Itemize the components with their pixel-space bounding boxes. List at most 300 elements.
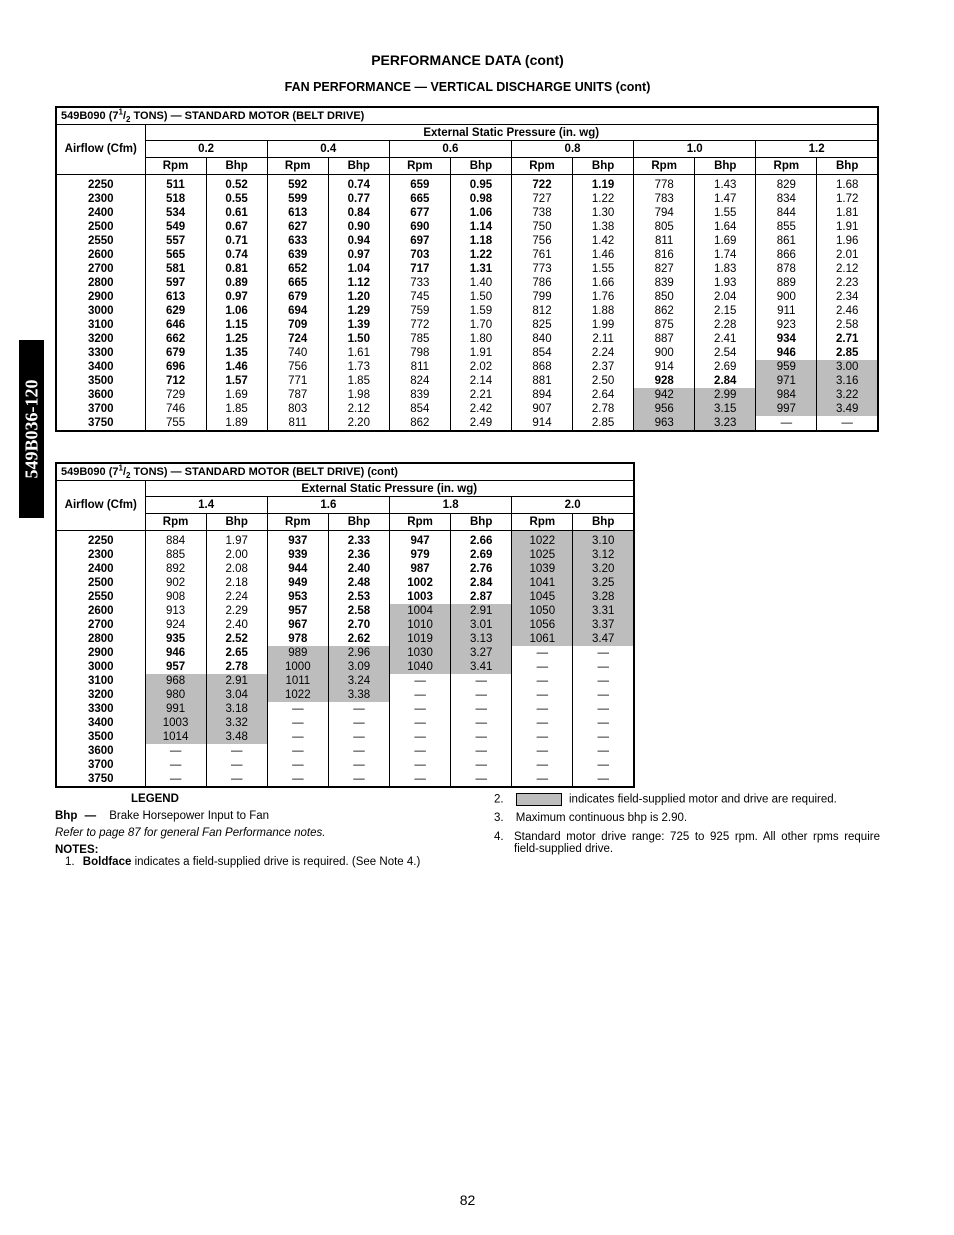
bhp-cell: — xyxy=(328,716,389,730)
rpm-cell: 639 xyxy=(267,248,328,262)
bhp-header: Bhp xyxy=(206,158,267,175)
legend-bhp-definition: Brake Horsepower Input to Fan xyxy=(109,810,270,822)
rpm-cell: 756 xyxy=(267,360,328,374)
airflow-cell: 2700 xyxy=(87,619,114,631)
rpm-cell: 907 xyxy=(511,402,572,416)
airflow-header: Airflow (Cfm) xyxy=(56,125,145,175)
bhp-cell: 2.12 xyxy=(328,402,389,416)
airflow-cell: 2500 xyxy=(87,577,114,589)
airflow-cell: 3500 xyxy=(87,731,114,743)
rpm-cell: 662 xyxy=(145,332,206,346)
bhp-cell: 2.36 xyxy=(328,548,389,562)
bhp-cell: 3.15 xyxy=(695,402,756,416)
bhp-cell: 3.09 xyxy=(328,660,389,674)
legend-bhp-row xyxy=(55,810,269,822)
rpm-cell: 889 xyxy=(756,276,817,290)
bhp-cell: 1.20 xyxy=(328,290,389,304)
rpm-cell: 839 xyxy=(389,388,450,402)
note-1-number: 1. xyxy=(65,856,75,868)
rpm-cell: 947 xyxy=(390,531,451,549)
bhp-cell: — xyxy=(328,744,389,758)
bhp-cell: 0.95 xyxy=(450,175,511,193)
airflow-cell: 2800 xyxy=(87,277,114,289)
bhp-cell: 0.74 xyxy=(206,248,267,262)
rpm-cell: 957 xyxy=(267,604,328,618)
bhp-cell: 1.22 xyxy=(573,192,634,206)
pressure-header: 1.0 xyxy=(634,141,756,158)
rpm-cell: 939 xyxy=(267,548,328,562)
rpm-cell: 991 xyxy=(145,702,206,716)
bhp-cell: — xyxy=(451,758,512,772)
bhp-cell: — xyxy=(451,702,512,716)
bhp-cell: 1.70 xyxy=(450,318,511,332)
bhp-cell: 2.84 xyxy=(695,374,756,388)
rpm-cell: 759 xyxy=(389,304,450,318)
bhp-cell: — xyxy=(573,744,634,758)
rpm-cell: 935 xyxy=(145,632,206,646)
bhp-cell: 1.68 xyxy=(817,175,878,193)
bhp-cell: 0.52 xyxy=(206,175,267,193)
bhp-cell: 2.14 xyxy=(450,374,511,388)
table-row xyxy=(56,548,634,562)
airflow-cell: 3500 xyxy=(87,375,114,387)
bhp-cell: 1.15 xyxy=(206,318,267,332)
table-row xyxy=(56,618,634,632)
rpm-cell: 949 xyxy=(267,576,328,590)
table-row xyxy=(56,702,634,716)
rpm-cell: 811 xyxy=(267,416,328,431)
rpm-cell: 944 xyxy=(267,562,328,576)
bhp-cell: 1.99 xyxy=(573,318,634,332)
rpm-cell: — xyxy=(145,772,206,787)
note-4-text: Standard motor drive range: 725 to 925 rpm. All other rpms require field-supplied drive. xyxy=(514,831,880,855)
bhp-cell: 1.38 xyxy=(573,220,634,234)
rpm-cell: 854 xyxy=(389,402,450,416)
bhp-cell: 1.06 xyxy=(206,304,267,318)
caption-prefix: 549B090 (7 xyxy=(61,466,119,478)
rpm-cell: 1003 xyxy=(390,590,451,604)
bhp-cell: — xyxy=(573,646,634,660)
rpm-cell: 829 xyxy=(756,175,817,193)
bhp-cell: 3.12 xyxy=(573,548,634,562)
bhp-cell: 0.97 xyxy=(328,248,389,262)
rpm-cell: 850 xyxy=(634,290,695,304)
bhp-cell: 2.12 xyxy=(817,262,878,276)
bhp-cell: 2.04 xyxy=(695,290,756,304)
table-row xyxy=(56,318,878,332)
rpm-cell: — xyxy=(390,744,451,758)
table-row xyxy=(56,576,634,590)
table-row xyxy=(56,772,634,787)
rpm-cell: 967 xyxy=(267,618,328,632)
rpm-cell: — xyxy=(390,730,451,744)
bhp-cell: 3.49 xyxy=(817,402,878,416)
bhp-cell: 0.89 xyxy=(206,276,267,290)
bhp-cell: 0.84 xyxy=(328,206,389,220)
bhp-cell: 3.01 xyxy=(451,618,512,632)
rpm-cell: 875 xyxy=(634,318,695,332)
bhp-cell: 2.65 xyxy=(206,646,267,660)
airflow-cell: 2250 xyxy=(87,535,114,547)
bhp-cell: 2.34 xyxy=(817,290,878,304)
rpm-cell: — xyxy=(512,660,573,674)
rpm-cell: 997 xyxy=(756,402,817,416)
pressure-header: 1.2 xyxy=(756,141,878,158)
rpm-cell: 581 xyxy=(145,262,206,276)
rpm-cell: — xyxy=(390,688,451,702)
bhp-cell: 0.94 xyxy=(328,234,389,248)
rpm-cell: 1010 xyxy=(390,618,451,632)
bhp-cell: 2.20 xyxy=(328,416,389,431)
bhp-cell: 2.52 xyxy=(206,632,267,646)
rpm-header: Rpm xyxy=(389,158,450,175)
rpm-cell: 887 xyxy=(634,332,695,346)
bhp-cell: 2.24 xyxy=(573,346,634,360)
rpm-cell: 798 xyxy=(389,346,450,360)
bhp-cell: 0.55 xyxy=(206,192,267,206)
esp-header: External Static Pressure (in. wg) xyxy=(145,125,878,141)
bhp-cell: 2.96 xyxy=(328,646,389,660)
rpm-cell: 805 xyxy=(634,220,695,234)
rpm-cell: — xyxy=(267,758,328,772)
table-row xyxy=(56,744,634,758)
bhp-cell: 2.21 xyxy=(450,388,511,402)
table-row xyxy=(56,332,878,346)
rpm-cell: 709 xyxy=(267,318,328,332)
bhp-header: Bhp xyxy=(573,158,634,175)
rpm-cell: 756 xyxy=(511,234,572,248)
rpm-cell: 839 xyxy=(634,276,695,290)
rpm-cell: 665 xyxy=(267,276,328,290)
bhp-cell: 3.20 xyxy=(573,562,634,576)
rpm-cell: 811 xyxy=(634,234,695,248)
pressure-header: 1.4 xyxy=(145,497,267,514)
airflow-cell: 3700 xyxy=(87,403,114,415)
bhp-cell: 0.97 xyxy=(206,290,267,304)
rpm-cell: 913 xyxy=(145,604,206,618)
rpm-cell: 694 xyxy=(267,304,328,318)
rpm-cell: — xyxy=(390,772,451,787)
bhp-cell: 1.39 xyxy=(328,318,389,332)
bhp-cell: 1.50 xyxy=(328,332,389,346)
rpm-cell: 557 xyxy=(145,234,206,248)
rpm-cell: 812 xyxy=(511,304,572,318)
rpm-cell: 1061 xyxy=(512,632,573,646)
airflow-cell: 3300 xyxy=(87,703,114,715)
rpm-cell: — xyxy=(145,758,206,772)
table-row xyxy=(56,374,878,388)
bhp-cell: — xyxy=(328,772,389,787)
table-row xyxy=(56,646,634,660)
rpm-cell: — xyxy=(512,758,573,772)
bhp-cell: 2.50 xyxy=(573,374,634,388)
bhp-cell: 1.98 xyxy=(328,388,389,402)
rpm-cell: 745 xyxy=(389,290,450,304)
table-row xyxy=(56,304,878,318)
bhp-cell: 2.15 xyxy=(695,304,756,318)
pressure-header: 0.6 xyxy=(389,141,511,158)
table-row xyxy=(56,346,878,360)
bhp-cell: 3.24 xyxy=(328,674,389,688)
bhp-cell: 3.28 xyxy=(573,590,634,604)
rpm-cell: 724 xyxy=(267,332,328,346)
page-title: PERFORMANCE DATA (cont) xyxy=(371,52,564,68)
table-row xyxy=(56,590,634,604)
bhp-cell: 3.41 xyxy=(451,660,512,674)
caption-fraction-numerator: 1 xyxy=(118,107,123,117)
airflow-cell: 3300 xyxy=(87,347,114,359)
caption-fraction-denominator: 2 xyxy=(126,471,131,481)
rpm-cell: 844 xyxy=(756,206,817,220)
bhp-cell: 2.85 xyxy=(573,416,634,431)
bhp-cell: 2.69 xyxy=(695,360,756,374)
esp-header: External Static Pressure (in. wg) xyxy=(145,481,634,497)
rpm-cell: — xyxy=(512,674,573,688)
rpm-cell: 861 xyxy=(756,234,817,248)
bhp-cell: 0.98 xyxy=(450,192,511,206)
table-row xyxy=(56,531,634,549)
bhp-cell: 3.00 xyxy=(817,360,878,374)
table-row xyxy=(56,688,634,702)
bhp-cell: 1.55 xyxy=(573,262,634,276)
rpm-cell: 750 xyxy=(511,220,572,234)
bhp-cell: 0.74 xyxy=(328,175,389,193)
bhp-cell: — xyxy=(206,772,267,787)
bhp-header: Bhp xyxy=(328,514,389,531)
rpm-cell: 1019 xyxy=(390,632,451,646)
bhp-cell: 0.67 xyxy=(206,220,267,234)
bhp-cell: — xyxy=(206,744,267,758)
bhp-cell: 1.18 xyxy=(450,234,511,248)
legend-bhp-dash: — xyxy=(84,810,97,822)
rpm-cell: 771 xyxy=(267,374,328,388)
bhp-cell: 2.87 xyxy=(451,590,512,604)
airflow-cell: 2300 xyxy=(87,193,114,205)
rpm-cell: 911 xyxy=(756,304,817,318)
rpm-cell: 824 xyxy=(389,374,450,388)
table-row xyxy=(56,632,634,646)
bhp-cell: 1.46 xyxy=(206,360,267,374)
bhp-cell: — xyxy=(573,674,634,688)
airflow-cell: 2250 xyxy=(87,179,114,191)
bhp-cell: 2.71 xyxy=(817,332,878,346)
rpm-cell: 679 xyxy=(267,290,328,304)
rpm-cell: 592 xyxy=(267,175,328,193)
rpm-cell: — xyxy=(267,730,328,744)
airflow-cell: 3200 xyxy=(87,333,114,345)
bhp-cell: 2.78 xyxy=(573,402,634,416)
rpm-cell: 659 xyxy=(389,175,450,193)
table-row xyxy=(56,604,634,618)
bhp-cell: 3.22 xyxy=(817,388,878,402)
bhp-cell: 1.66 xyxy=(573,276,634,290)
bhp-cell: 1.55 xyxy=(695,206,756,220)
rpm-cell: 971 xyxy=(756,374,817,388)
rpm-cell: 987 xyxy=(390,562,451,576)
bhp-cell: 1.31 xyxy=(450,262,511,276)
bhp-cell: 2.42 xyxy=(450,402,511,416)
note-4 xyxy=(494,831,880,855)
rpm-cell: — xyxy=(390,674,451,688)
rpm-cell: 1000 xyxy=(267,660,328,674)
bhp-cell: 1.42 xyxy=(573,234,634,248)
bhp-cell: 3.25 xyxy=(573,576,634,590)
bhp-cell: 2.58 xyxy=(328,604,389,618)
airflow-cell: 2600 xyxy=(87,605,114,617)
bhp-cell: 1.12 xyxy=(328,276,389,290)
rpm-cell: — xyxy=(512,702,573,716)
pressure-header: 0.2 xyxy=(145,141,267,158)
table-row xyxy=(56,360,878,374)
bhp-cell: 2.08 xyxy=(206,562,267,576)
page-number: 82 xyxy=(459,1192,476,1208)
bhp-cell: 1.69 xyxy=(206,388,267,402)
bhp-cell: 1.04 xyxy=(328,262,389,276)
bhp-cell: 1.35 xyxy=(206,346,267,360)
bhp-cell: — xyxy=(573,702,634,716)
table-row xyxy=(56,262,878,276)
pressure-header: 2.0 xyxy=(512,497,634,514)
rpm-cell: 1056 xyxy=(512,618,573,632)
rpm-cell: — xyxy=(512,744,573,758)
bhp-cell: 1.29 xyxy=(328,304,389,318)
rpm-cell: — xyxy=(512,688,573,702)
table-row xyxy=(56,290,878,304)
rpm-cell: 942 xyxy=(634,388,695,402)
bhp-cell: 2.66 xyxy=(451,531,512,549)
table-row xyxy=(56,388,878,402)
bhp-cell: 2.02 xyxy=(450,360,511,374)
side-tab xyxy=(19,340,44,518)
rpm-cell: 959 xyxy=(756,360,817,374)
rpm-cell: 884 xyxy=(145,531,206,549)
rpm-cell: 894 xyxy=(511,388,572,402)
bhp-cell: 1.43 xyxy=(695,175,756,193)
rpm-cell: 549 xyxy=(145,220,206,234)
airflow-cell: 3750 xyxy=(87,417,114,429)
rpm-cell: 665 xyxy=(389,192,450,206)
rpm-cell: 866 xyxy=(756,248,817,262)
bhp-cell: 1.06 xyxy=(450,206,511,220)
rpm-cell: 679 xyxy=(145,346,206,360)
bhp-cell: 1.50 xyxy=(450,290,511,304)
table-row xyxy=(56,192,878,206)
pressure-header: 0.8 xyxy=(511,141,633,158)
bhp-cell: 3.04 xyxy=(206,688,267,702)
rpm-cell: 755 xyxy=(145,416,206,431)
bhp-header: Bhp xyxy=(451,514,512,531)
bhp-cell: 0.61 xyxy=(206,206,267,220)
bhp-cell: 1.89 xyxy=(206,416,267,431)
airflow-cell: 2550 xyxy=(87,591,114,603)
bhp-header: Bhp xyxy=(695,158,756,175)
rpm-cell: 646 xyxy=(145,318,206,332)
rpm-cell: 697 xyxy=(389,234,450,248)
airflow-cell: 2700 xyxy=(87,263,114,275)
legend-refer-note: Refer to page 87 for general Fan Performance notes. xyxy=(55,827,326,839)
bhp-cell: 2.99 xyxy=(695,388,756,402)
rpm-cell: — xyxy=(512,716,573,730)
bhp-cell: 1.72 xyxy=(817,192,878,206)
bhp-cell: — xyxy=(573,758,634,772)
rpm-cell: 862 xyxy=(634,304,695,318)
rpm-cell: 937 xyxy=(267,531,328,549)
bhp-cell: 0.77 xyxy=(328,192,389,206)
bhp-cell: 2.18 xyxy=(206,576,267,590)
bhp-cell: 1.19 xyxy=(573,175,634,193)
rpm-cell: 783 xyxy=(634,192,695,206)
bhp-cell: 1.14 xyxy=(450,220,511,234)
note-2 xyxy=(494,793,837,806)
bhp-cell: 1.69 xyxy=(695,234,756,248)
rpm-header: Rpm xyxy=(145,158,206,175)
fan-performance-table-2 xyxy=(55,462,635,788)
rpm-cell: 834 xyxy=(756,192,817,206)
bhp-cell: 2.11 xyxy=(573,332,634,346)
rpm-cell: — xyxy=(512,646,573,660)
rpm-cell: 599 xyxy=(267,192,328,206)
airflow-cell: 2550 xyxy=(87,235,114,247)
bhp-cell: 2.00 xyxy=(206,548,267,562)
bhp-cell: 2.46 xyxy=(817,304,878,318)
bhp-cell: 1.40 xyxy=(450,276,511,290)
rpm-cell: — xyxy=(390,758,451,772)
rpm-cell: 799 xyxy=(511,290,572,304)
airflow-header: Airflow (Cfm) xyxy=(56,481,145,531)
bhp-cell: — xyxy=(328,758,389,772)
bhp-cell: 2.78 xyxy=(206,660,267,674)
bhp-cell: 3.18 xyxy=(206,702,267,716)
bhp-cell: 2.91 xyxy=(451,604,512,618)
bhp-cell: 2.84 xyxy=(451,576,512,590)
note-1-text: indicates a field-supplied drive is required. (See Note 4.) xyxy=(131,856,421,868)
bhp-cell: 3.16 xyxy=(817,374,878,388)
rpm-cell: 1022 xyxy=(512,531,573,549)
bhp-header: Bhp xyxy=(573,514,634,531)
legend-bhp-term: Bhp xyxy=(55,810,78,822)
rpm-header: Rpm xyxy=(512,514,573,531)
page-subtitle: FAN PERFORMANCE — VERTICAL DISCHARGE UNITS (cont) xyxy=(284,80,651,94)
table-row xyxy=(56,716,634,730)
shade-swatch xyxy=(516,793,562,806)
bhp-cell: — xyxy=(451,744,512,758)
rpm-cell: 885 xyxy=(145,548,206,562)
airflow-cell: 3400 xyxy=(87,717,114,729)
rpm-cell: 979 xyxy=(390,548,451,562)
table-row xyxy=(56,674,634,688)
table-row xyxy=(56,206,878,220)
rpm-cell: 534 xyxy=(145,206,206,220)
airflow-cell: 2300 xyxy=(87,549,114,561)
rpm-cell: 565 xyxy=(145,248,206,262)
bhp-cell: 1.93 xyxy=(695,276,756,290)
bhp-cell: 1.47 xyxy=(695,192,756,206)
rpm-header: Rpm xyxy=(267,514,328,531)
rpm-cell: 900 xyxy=(634,346,695,360)
rpm-cell: 881 xyxy=(511,374,572,388)
pressure-header: 1.8 xyxy=(390,497,512,514)
table-row xyxy=(56,416,878,431)
rpm-cell: 934 xyxy=(756,332,817,346)
bhp-cell: 2.40 xyxy=(328,562,389,576)
rpm-cell: 923 xyxy=(756,318,817,332)
bhp-cell: — xyxy=(573,716,634,730)
rpm-cell: 855 xyxy=(756,220,817,234)
rpm-cell: 511 xyxy=(145,175,206,193)
rpm-cell: 914 xyxy=(511,416,572,431)
rpm-cell: 761 xyxy=(511,248,572,262)
table-row xyxy=(56,276,878,290)
